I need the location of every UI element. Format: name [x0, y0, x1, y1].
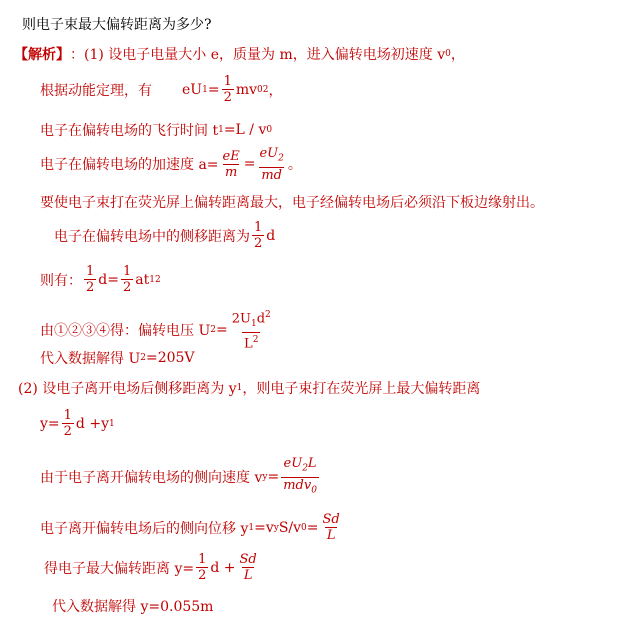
fraction	[238, 552, 259, 583]
fraction	[62, 408, 74, 439]
fraction	[221, 149, 242, 180]
fraction	[121, 264, 133, 295]
denominator: 2	[198, 568, 207, 583]
line-15-text: 代入数据解得 y=0.055m	[52, 599, 214, 615]
denominator: md	[261, 167, 282, 183]
eq-part: eU	[182, 81, 203, 98]
line-3-end: =L / v	[223, 122, 267, 138]
numerator-rest: d	[256, 311, 266, 327]
fraction	[196, 552, 208, 583]
subscript: 0	[301, 522, 307, 533]
analysis-line-11	[40, 408, 115, 439]
numerator: Sd	[322, 512, 340, 527]
subscript: 1	[108, 418, 115, 429]
eq-part: =	[207, 81, 220, 98]
subscript: 1	[248, 522, 255, 533]
numerator: 1	[86, 264, 95, 279]
superscript: 2	[252, 334, 259, 345]
line-6-text: 电子在偏转电场中的侧移距离为	[54, 228, 250, 245]
analysis-line-3	[40, 120, 272, 140]
analysis-line-5	[40, 192, 544, 212]
superscript: 2	[262, 84, 269, 95]
line-8-text: 由①②③④得：偏转电压 U	[40, 322, 211, 339]
numerator-text: 2U	[231, 311, 251, 327]
subscript: 2	[210, 324, 216, 335]
analysis-line-14	[44, 552, 261, 583]
subscript: 1	[149, 274, 155, 285]
analysis-line-2	[40, 74, 283, 105]
question-text: 则电子束最大偏转距离为多少?	[22, 17, 212, 33]
fraction	[321, 512, 342, 543]
subscript: 0	[311, 485, 317, 496]
numerator-text: eU	[259, 146, 279, 161]
denominator: 2	[223, 90, 232, 105]
line-7-text: 则有：	[40, 272, 82, 289]
subscript: 0	[266, 125, 273, 135]
eq-part: =	[306, 519, 319, 536]
analysis-line-8	[40, 308, 275, 351]
line-9-text: 代入数据解得 U	[40, 351, 141, 367]
analysis-line-4	[40, 146, 302, 183]
denominator-text: L	[244, 336, 253, 352]
subscript: 1	[218, 125, 224, 135]
analysis-line-9	[40, 348, 195, 368]
denominator: 2	[86, 280, 95, 295]
denominator: 2	[254, 236, 263, 251]
line-9-end: =205V	[145, 350, 195, 366]
numerator: 1	[198, 552, 207, 567]
denominator: 2	[122, 280, 132, 295]
line-4-text: 电子在偏转电场的加速度 a=	[40, 157, 219, 174]
fraction	[257, 146, 285, 183]
subscript: y	[262, 472, 268, 483]
eq-end: 。	[287, 157, 302, 174]
line-5-text: 要使电子束打在荧光屏上偏转距离最大，电子经偏转电场后必须沿下板边缘射出。	[40, 195, 544, 211]
eq-part: at	[135, 271, 150, 288]
fraction	[281, 456, 319, 498]
analysis-line-12	[40, 456, 321, 498]
numerator	[230, 308, 273, 332]
numerator: 1	[63, 408, 72, 423]
line-2-text: 根据动能定理，有	[40, 82, 152, 99]
numerator-rest: L	[307, 456, 317, 471]
eq-part: S/v	[278, 519, 302, 536]
analysis-line-6	[54, 220, 275, 251]
eq-part: d=	[98, 271, 119, 288]
eq-part: y=	[40, 415, 60, 432]
fraction	[230, 308, 273, 351]
eq-part: =	[215, 321, 228, 338]
line-10-end: ，则电子束打在荧光屏上最大偏转距离	[242, 381, 481, 397]
eq-part: =	[243, 156, 256, 173]
line-14-text: 得电子最大偏转距离 y=	[44, 560, 195, 577]
denominator: m	[224, 164, 238, 180]
eq-part: d +	[210, 559, 236, 576]
superscript: 2	[154, 274, 161, 285]
numerator-text: eU	[283, 456, 303, 471]
analysis-line-13	[40, 512, 344, 543]
numerator	[257, 146, 285, 167]
eq-end: d	[266, 227, 276, 244]
line-12-text: 由于电子离开偏转电场的侧向速度 v	[40, 470, 263, 487]
subscript: 0	[445, 49, 451, 59]
question-line	[22, 14, 212, 34]
numerator: 1	[223, 74, 232, 89]
eq-part: d +y	[75, 415, 109, 432]
fraction	[252, 220, 264, 251]
eq-part: =	[267, 469, 280, 486]
denominator	[242, 332, 260, 351]
numerator: Sd	[239, 552, 257, 567]
denominator: L	[326, 528, 336, 543]
subscript: 1	[250, 318, 257, 329]
eq-part: =v	[254, 519, 274, 536]
denominator	[281, 477, 319, 499]
eq-end: ，	[268, 82, 283, 99]
numerator: eE	[222, 148, 240, 164]
line-1-end: ，	[450, 47, 465, 63]
numerator: 1	[254, 220, 263, 235]
subscript: 1	[202, 84, 208, 95]
analysis-line-10	[18, 378, 480, 398]
subscript: y	[273, 522, 279, 533]
numerator	[282, 456, 319, 477]
numerator: 1	[122, 264, 132, 279]
denominator-text: mdv	[283, 477, 312, 493]
analysis-line-7	[40, 264, 161, 295]
line-10-text: (2) 设电子离开电场后侧移距离为 y	[18, 381, 237, 397]
subscript: 2	[140, 353, 146, 363]
subscript: 0	[257, 84, 263, 95]
fraction	[84, 264, 96, 295]
eq-part: mv	[235, 81, 258, 98]
line-1-text: ：(1) 设电子电量大小 e，质量为 m，进入偏转电场初速度 v	[70, 47, 446, 63]
superscript: 2	[265, 310, 271, 320]
analysis-label: 【解析】	[14, 47, 70, 63]
analysis-line-15	[52, 596, 213, 616]
subscript: 2	[278, 153, 284, 164]
subscript: 2	[302, 463, 308, 474]
analysis-line-1	[14, 44, 465, 64]
denominator: L	[243, 568, 253, 583]
denominator: 2	[63, 424, 72, 439]
fraction	[222, 74, 234, 105]
subscript: 1	[236, 383, 243, 393]
line-3-text: 电子在偏转电场的飞行时间 t	[40, 123, 219, 139]
line-13-text: 电子离开偏转电场后的侧向位移 y	[40, 520, 249, 537]
